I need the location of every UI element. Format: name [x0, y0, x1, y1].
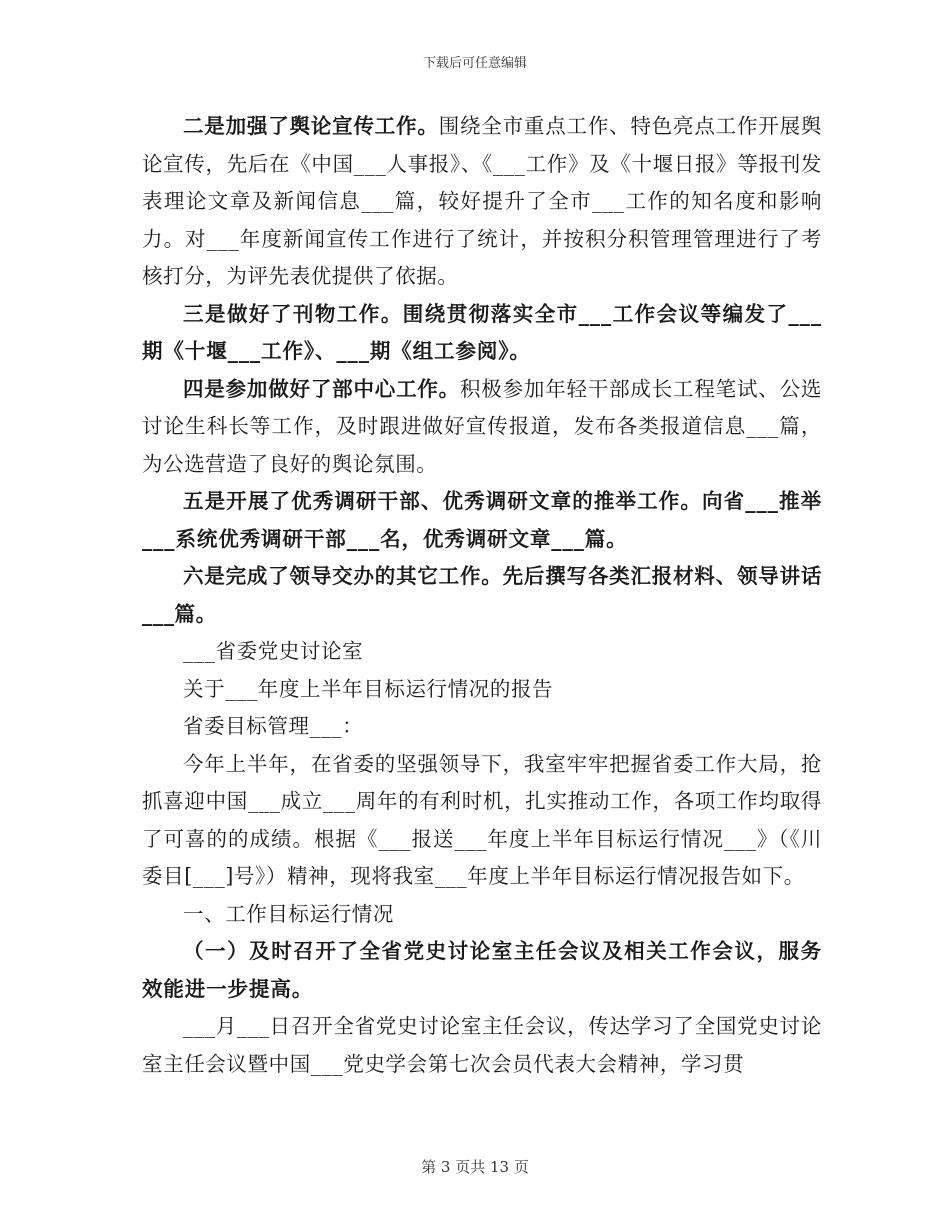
paragraph-intro: 今年上半年，在省委的坚强领导下，我室牢牢把握省委工作大局，抢抓喜迎中国___成立___周年的有利时机，扎实推动工作，各项工作均取得了可喜的的成绩。根据《___报送___年度上半年目标运行情况___》（《川委目[___]号》）精神，现将我室___年度上半年目标运行情况报告如下。 — [142, 751, 822, 888]
page-header: 下载后可任意编辑 — [422, 56, 527, 71]
paragraph-report-title: 关于___年度上半年目标运行情况的报告 — [183, 676, 554, 701]
paragraph-assigned-work — [142, 558, 822, 633]
paragraph-lead: 二是加强了舆论宣传工作。 — [183, 114, 439, 138]
page-footer: 第 3 页共 13 页 — [421, 1158, 529, 1176]
paragraph-lead: 四是参加做好了部中心工作。 — [183, 376, 460, 401]
paragraph-lead: 六是完成了领导交办的其它工作。 — [183, 564, 503, 588]
section-heading: 一、工作目标运行情况 — [183, 901, 394, 926]
paragraph-organization: ___省委党史讨论室 — [183, 639, 364, 663]
paragraph-meeting: ___月___日召开全省党史讨论室主任会议，传达学习了全国党史讨论室主任会议暨中国___党史学会第七次会员代表大会精神，学习贯 — [142, 1014, 822, 1076]
paragraph-publicity — [142, 108, 822, 296]
paragraph-publications: 三是做好了刊物工作。围绕贯彻落实全市___工作会议等编发了___期《十堰___工作》、___期《组工参阅》。 — [142, 301, 822, 363]
paragraph-text: 积极参加年轻干部成长工程笔试、公选讨论生科长等工作，及时跟进做好宣传报道，发布各类报道信息___篇，为公选营造了良好的舆论氛围。 — [142, 376, 822, 476]
paragraph-recommendation: 五是开展了优秀调研干部、优秀调研文章的推举工作。向省___推举___系统优秀调研干部___名，优秀调研文章___篇。 — [142, 489, 822, 551]
paragraph-text: 先后撰写各类汇报材料、领导讲话___篇。 — [142, 564, 823, 626]
subsection-heading: （一）及时召开了全省党史讨论室主任会议及相关工作会议，服务效能进一步提高。 — [142, 939, 822, 1001]
paragraph-center-work — [142, 371, 822, 484]
paragraph-text: 围绕全市重点工作、特色亮点工作开展舆论宣传，先后在《中国___人事报》、《___工作》及《十堰日报》等报刊发表理论文章及新闻信息___篇，较好提升了全市___工作的知名度和影响力。对___年度新闻宣传工作进行了统计，并按积分积管理管理进行了考核打分，为评先表优提供了依据。 — [142, 114, 822, 288]
paragraph-salutation: 省委目标管理___： — [183, 714, 364, 738]
document-body — [142, 108, 822, 1083]
